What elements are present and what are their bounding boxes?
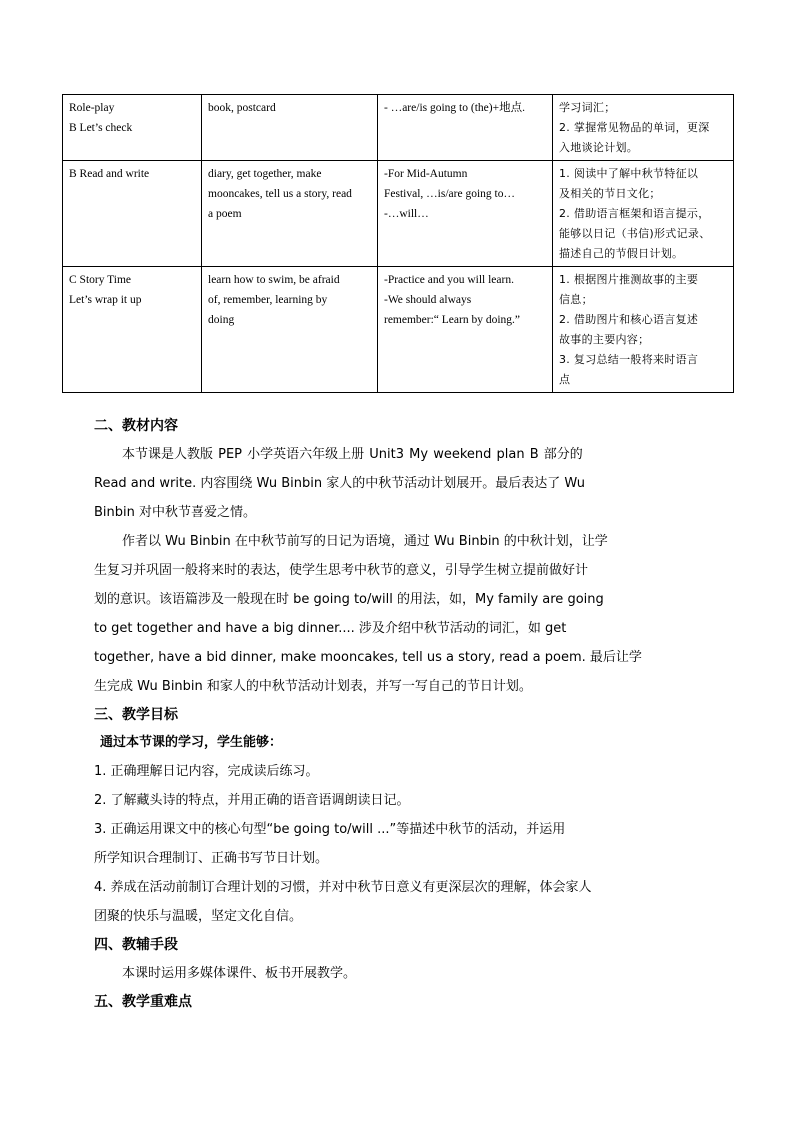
table-cell-objectives — [553, 161, 734, 267]
section-heading-objectives: 三、教学目标 — [94, 707, 178, 723]
cell-line: 2. 掌握常见物品的单词，更深 — [559, 121, 710, 134]
cell-line: 入地谈论计划。 — [559, 141, 639, 154]
table-cell-objectives — [553, 95, 734, 161]
text-line: together, have a bid dinner, make mooncakes, tell us a story, read a poem. 最后让学 — [94, 650, 642, 665]
cell-line: B Let’s check — [69, 122, 133, 134]
cell-line: -Practice and you will learn. — [384, 274, 514, 286]
cell-line: 描述自己的节假日计划。 — [559, 247, 684, 260]
text-line: 作者以 Wu Binbin 在中秋节前写的日记为语境，通过 Wu Binbin 的中秋计划，让学 — [122, 534, 608, 549]
lesson-plan-table — [62, 94, 734, 393]
table-cell-sentences — [378, 95, 553, 161]
section-heading-key-points: 五、教学重难点 — [94, 994, 192, 1010]
cell-line: 2. 借助图片和核心语言复述 — [559, 313, 699, 326]
cell-line: - …are/is going to (the)+地点. — [384, 102, 525, 114]
table-row — [63, 267, 734, 393]
cell-line: C Story Time — [69, 274, 131, 286]
text-line: to get together and have a big dinner.... 涉及介绍中秋节活动的词汇，如 get — [94, 621, 567, 636]
cell-line: 2. 借助语言框架和语言提示， — [559, 207, 710, 220]
list-item: 1. 正确理解日记内容，完成读后练习。 — [94, 764, 319, 779]
table-cell-vocabulary — [202, 95, 378, 161]
table-cell-sentences — [378, 267, 553, 393]
list-item: 所学知识合理制订、正确书写节日计划。 — [94, 851, 329, 866]
cell-line: 1. 阅读中了解中秋节特征以 — [559, 167, 699, 180]
table-row — [63, 95, 734, 161]
cell-line: 3. 复习总结一般将来时语言 — [559, 353, 699, 366]
cell-line: Role-play — [69, 102, 115, 114]
cell-line: doing — [208, 314, 235, 326]
cell-line: B Read and write — [69, 168, 150, 180]
cell-line: 故事的主要内容； — [559, 333, 650, 346]
cell-line: diary, get together, make — [208, 168, 322, 180]
text-line: 划的意识。该语篇涉及一般现在时 be going to/will 的用法，如，My family are going — [94, 592, 604, 607]
table-row — [63, 161, 734, 267]
cell-line: of, remember, learning by — [208, 294, 328, 306]
cell-line: 学习词汇； — [559, 101, 616, 114]
cell-line: 及相关的节日文化； — [559, 187, 661, 200]
paragraph-materials-2 — [94, 527, 710, 701]
cell-line: 能够以日记（书信)形式记录、 — [559, 227, 711, 240]
cell-line: -For Mid-Autumn — [384, 168, 468, 180]
table-cell-vocabulary — [202, 267, 378, 393]
text-line: 生复习并巩固一般将来时的表达，使学生思考中秋节的意义，引导学生树立提前做好计 — [94, 563, 589, 578]
list-item: 团聚的快乐与温暖，坚定文化自信。 — [94, 909, 303, 924]
text-line: Binbin 对中秋节喜爱之情。 — [94, 505, 257, 520]
cell-line: a poem — [208, 208, 242, 220]
cell-line: remember:“ Learn by doing.” — [384, 314, 521, 326]
cell-line: 点 — [559, 373, 571, 386]
list-item: 4. 养成在活动前制订合理计划的习惯，并对中秋节日意义有更深层次的理解，体会家人 — [94, 880, 592, 895]
cell-line: learn how to swim, be afraid — [208, 274, 340, 286]
cell-line: Let’s wrap it up — [69, 294, 142, 306]
paragraph-teaching-aids: 本课时运用多媒体课件、板书开展教学。 — [122, 966, 357, 981]
table-cell-section — [63, 267, 202, 393]
objectives-intro: 通过本节课的学习，学生能够： — [100, 735, 283, 750]
cell-line: book, postcard — [208, 102, 276, 114]
text-line: 生完成 Wu Binbin 和家人的中秋节活动计划表，并写一写自己的节日计划。 — [94, 679, 532, 694]
text-line: Read and write. 内容围绕 Wu Binbin 家人的中秋节活动计划展开。最后表达了 Wu — [94, 476, 585, 491]
cell-line: 信息； — [559, 293, 593, 306]
document-body — [94, 412, 710, 1016]
text-line: 本节课是人教版 PEP 小学英语六年级上册 Unit3 My weekend plan B 部分的 — [122, 447, 583, 462]
cell-line: -…will… — [384, 208, 429, 220]
cell-line: Festival, …is/are going to… — [384, 188, 515, 200]
section-heading-teaching-aids: 四、教辅手段 — [94, 937, 178, 953]
cell-line: -We should always — [384, 294, 472, 306]
list-item: 3. 正确运用课文中的核心句型“be going to/will ...”等描述中秋节的活动，并运用 — [94, 822, 566, 837]
table-cell-sentences — [378, 161, 553, 267]
cell-line: mooncakes, tell us a story, read — [208, 188, 352, 200]
table-cell-objectives — [553, 267, 734, 393]
list-item: 2. 了解藏头诗的特点，并用正确的语音语调朗读日记。 — [94, 793, 410, 808]
cell-line: 1. 根据图片推测故事的主要 — [559, 273, 699, 286]
table-cell-section — [63, 95, 202, 161]
paragraph-materials-1 — [94, 440, 710, 527]
section-heading-materials: 二、教材内容 — [94, 418, 178, 434]
table-cell-section — [63, 161, 202, 267]
table-cell-vocabulary — [202, 161, 378, 267]
